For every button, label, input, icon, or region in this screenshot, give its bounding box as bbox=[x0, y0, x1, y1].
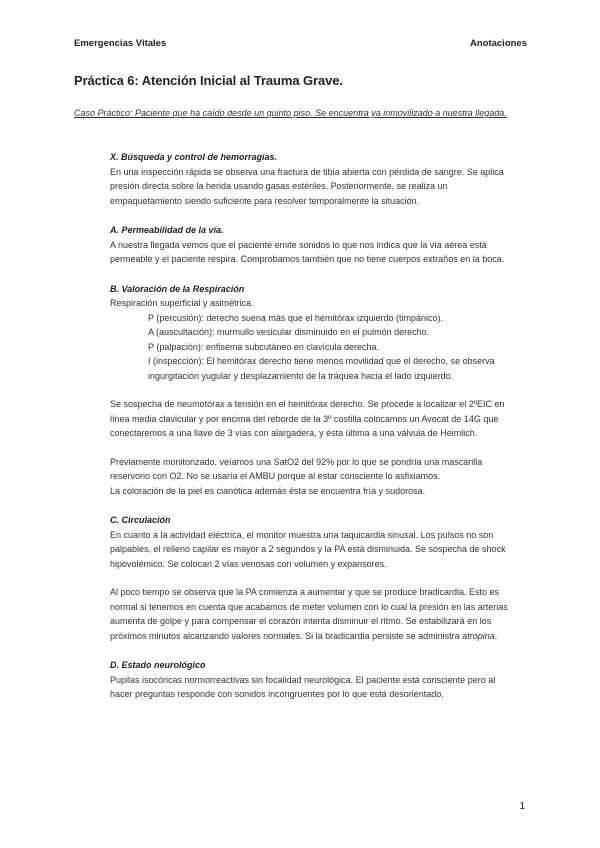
section-c-paragraph-2 bbox=[110, 585, 520, 643]
section-x-paragraph: En una inspección rápida se observa una fractura de tibia abierta con pérdida de sangre. Se aplica presión directa sobre la herida usando gasas estériles. Posteriormente, se realiza un empaquetamiento siendo suficiente para resolver temporalmente la situación. bbox=[110, 166, 504, 206]
section-b-paragraph-2: Se sospecha de neumotórax a tensión en el hemitórax derecho. Se procede a localizar el 2ºEIC en línea media clavicular y por encima del reborde de la 3º costilla colocamos un Avocat de 14G que conectaremos a una llave de 3 vías con alargadera, y ésta última a una válvula de Heimlich. bbox=[110, 399, 505, 438]
section-c bbox=[110, 513, 520, 643]
case-intro: Caso Práctico: Paciente que ha caído desde un quinto piso. Se encuentra ya inmovilizado a nuestra llegada. bbox=[74, 108, 507, 118]
exam-item-palpation: P (palpación): enfisema subcutáneo en clavícula derecha. bbox=[148, 341, 379, 352]
exam-item-auscultation: A (auscultación): murmullo vesicular disminuido en el pulmón derecho. bbox=[148, 327, 430, 337]
exam-item-inspection: I (inspección): El hemitórax derecho tiene menos movilidad que el derecho, se observa ingurgitación yugular y desplazamiento de la tráquea hacia el lado izquierdo. bbox=[148, 356, 495, 381]
header-notes: Anotaciones bbox=[469, 38, 527, 49]
section-a-title: A. Permeabilidad de la vía. bbox=[110, 225, 224, 235]
page-number: 1 bbox=[519, 801, 525, 812]
section-d bbox=[110, 658, 520, 702]
sentence-end: . bbox=[494, 630, 498, 641]
section-b bbox=[110, 282, 520, 499]
section-x-title: X. Búsqueda y control de hemorragias. bbox=[110, 152, 278, 162]
section-b-title: B. Valoración de la Respiración bbox=[110, 283, 245, 294]
section-b-paragraph-4: La coloración de la piel es cianótica además ésta se encuentra fría y sudorosa. bbox=[110, 485, 426, 496]
header-course: Emergencias Vitales bbox=[74, 38, 167, 49]
section-b-paragraph-3: Previamente monitorizado, veíamos una SatO2 del 92% por lo que se pondría una mascarilla reservorio con O2. No se usaría el AMBU porque al estar consciente lo asfixiamos. bbox=[110, 456, 483, 481]
section-c-paragraph-1: En cuanto a la actividad eléctrica, el monitor muestra una taquicardia sinusal. Los pulsos no son palpables, el relleno capilar es mayor a 2 segundos y la PA está disminuida. Se sospecha de shock hipovolémico. Se colocan 2 vías venosas con volumen y expansores. bbox=[110, 529, 506, 569]
section-c-title: C. Circulación bbox=[110, 515, 171, 525]
section-a bbox=[110, 223, 520, 267]
section-x bbox=[110, 150, 520, 208]
section-d-paragraph: Pupilas isocóricas normorreactivas sin focalidad neurológica. El paciente está consciente pero al hacer preguntas responde con sonidos incongruentes por lo que está desorientado. bbox=[110, 674, 496, 699]
drug-name: atropina bbox=[462, 630, 495, 641]
section-d-title: D. Estado neurológico bbox=[110, 660, 206, 670]
page-title: Práctica 6: Atención Inicial al Trauma Grave. bbox=[74, 73, 343, 88]
section-a-paragraph: A nuestra llegada vemos que el paciente emite sonidos lo que nos indica que la vía aérea está permeable y el paciente respira. Comprobamos también que no tiene cuerpos extraños en la boca. bbox=[110, 239, 505, 264]
exam-item-percussion: P (percusión): derecho suena más que el hemitórax izquierdo (timpánico). bbox=[148, 312, 443, 323]
section-b-intro: Respiración superficial y asimétrica. bbox=[110, 298, 254, 308]
section-c-paragraph-2-text: Al poco tiempo se observa que la PA comienza a aumentar y que se produce bradicardia. Esto es normal si tenemos en cuenta que acabamos de meter volumen con lo cual la presión en las arterias aumenta de golpe y para compensar el corazón intenta disminuir el ritmo. Se estabilizará en los próximos minutos alcanzando valores normales. Si la bradicardia persiste se administra bbox=[110, 587, 508, 641]
document-body bbox=[110, 150, 520, 717]
